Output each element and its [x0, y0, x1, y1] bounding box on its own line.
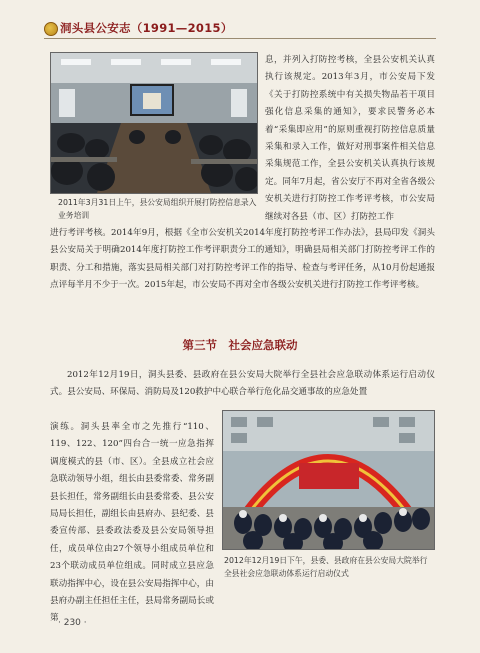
- section-intro-paragraph: 2012年12月19日，洞头县委、县政府在县公安局大院举行全县社会应急联动体系运行启动仪式。县公安局、环保局、消防局及120救护中心联合举行危化品交通事故的应急处置: [50, 370, 435, 398]
- launch-ceremony-photo: [222, 410, 435, 550]
- training-session-photo: [50, 52, 258, 194]
- section-heading: 第三节 社会应急联动: [182, 338, 298, 352]
- running-header: [0, 0, 480, 44]
- header-divider: [44, 38, 436, 39]
- header-title: 洞头县公安志（1991—2015）: [60, 21, 233, 35]
- page-number: · 230 ·: [58, 618, 87, 628]
- body-paragraph-full-width: 进行考评考核。2014年9月，根据《全市公安机关2014年度打防控考评工作办法》，县局印发《洞头县公安局关于明确2014年度打防控工作考评职责分工的通知》，明确县局相关部门打防控考评工作的职责、分工和措施，落实县局相关部门对打防控考评工作的指导、检查与考评任务，从10月份起通报点评每半月不少于一次。2015年起，市公安局不再对全市各级公安机关进行打防控工作考评考核。: [50, 228, 435, 291]
- photo-caption-ceremony: 2012年12月19日下午，县委、县政府在县公安局大院举行全县社会应急联动体系运行启动仪式: [224, 556, 428, 578]
- photo-caption-training: 2011年3月31日上午，县公安局组织开展打防控信息录入业务培训: [58, 198, 257, 220]
- body-paragraph-left: 演练。洞头县率全市之先推行“110、119、122、120”四台合一统一应急指挥调度模式的县（市、区）。全县成立社会应急联动领导小组，组长由县委常委、常务副县长担任，常务副组长由县委常委、县公安局局长担任，副组长由县府办、县纪委、县委宣传部、县委政法委及县公安局领导担任，成员单位由27个领导小组成员单位和23个联动成员单位组成。同时成立县应急联动指挥中心，设在县公安局指挥中心，由县府办副主任担任主任，县局常务副局长或第: [50, 422, 214, 624]
- body-paragraph-right: 息，并列入打防控考核，全县公安机关认真执行该规定。2013年3月，市公安局下发《关于打防控系统中有关损失物品若干项目强化信息采集的通知》，要求民警务必本着“采集即应用”的原则重视打防控信息质量采集和录入工作，做好对刑事案件相关信息采集规范工作，全县公安机关认真执行该规定。同年7月起，省公安厅不再对全省各级公安机关进行打防控工作考评考核，市公安局继续对各县（市、区）打防控工作: [265, 55, 435, 222]
- police-emblem-icon: [44, 22, 58, 36]
